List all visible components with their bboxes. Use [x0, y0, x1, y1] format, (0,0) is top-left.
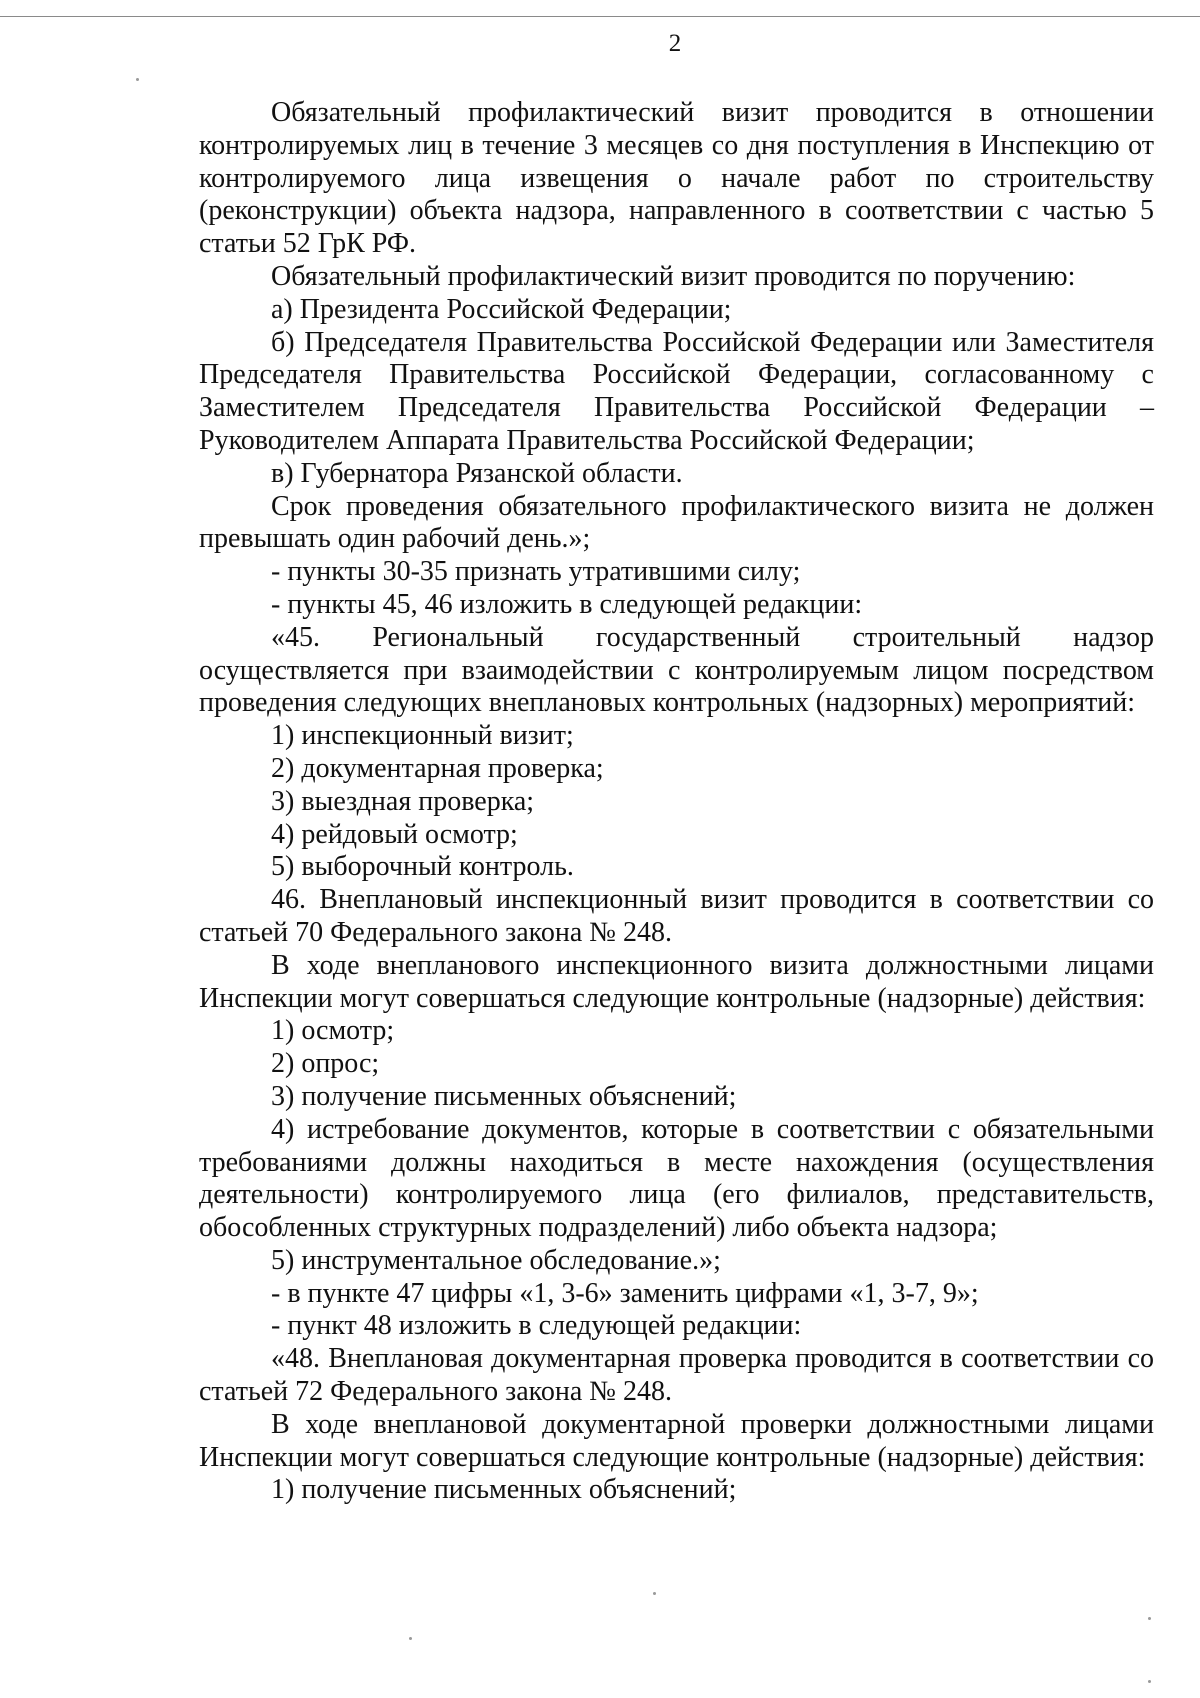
scan-speck: [409, 1637, 412, 1640]
scan-speck: [1148, 1617, 1151, 1620]
amendment-item: - пункт 48 изложить в следующей редакции:: [271, 1310, 802, 1342]
scan-speck: [653, 1592, 656, 1595]
amendment-item: - пункты 45, 46 изложить в следующей редакции:: [271, 588, 863, 620]
paragraph: Срок проведения обязательного профилактического визита не должен превышать один рабочий день.»;: [199, 490, 1154, 555]
list-item: 1) получение письменных объяснений;: [271, 1474, 737, 1506]
list-item: 3) выездная проверка;: [271, 785, 535, 817]
amendment-item: - пункты 30-35 признать утратившими силу;: [271, 556, 801, 588]
list-item: 3) получение письменных объяснений;: [271, 1080, 737, 1112]
list-item: б) Председателя Правительства Российской Федерации или Заместителя Председателя Правительства Российской Федерации, согласованному с Заместителем Председателя Правительства Российской Федерации – Руководителем Аппарата Правительства Российской Федерации;: [199, 326, 1154, 456]
scan-speck: [136, 78, 139, 81]
list-item: а) Президента Российской Федерации;: [271, 293, 732, 325]
paragraph: Обязательный профилактический визит проводится в отношении контролируемых лиц в течение 3 месяцев со дня поступления в Инспекцию от контролируемого лица извещения о начале работ по строительству (реконструкции) объекта надзора, направленного в соответствии с частью 5 статьи 52 ГрК РФ.: [199, 97, 1154, 260]
paragraph: «48. Внеплановая документарная проверка проводится в соответствии со статьей 72 Федерального закона № 248.: [199, 1343, 1154, 1408]
amendment-item: - в пункте 47 цифры «1, 3-6» заменить цифрами «1, 3-7, 9»;: [271, 1277, 979, 1309]
scan-speck: [1148, 1680, 1151, 1683]
list-item: 2) опрос;: [271, 1048, 380, 1080]
list-item: 2) документарная проверка;: [271, 752, 604, 784]
paragraph: В ходе внеплановой документарной проверки должностными лицами Инспекции могут совершаться следующие контрольные (надзорные) действия:: [199, 1408, 1154, 1473]
list-item: 1) осмотр;: [271, 1015, 395, 1047]
list-item: 5) инструментальное обследование.»;: [271, 1244, 721, 1276]
page-number: 2: [668, 30, 682, 57]
paragraph: В ходе внепланового инспекционного визита должностными лицами Инспекции могут совершаться следующие контрольные (надзорные) действия:: [199, 949, 1154, 1014]
list-item: 5) выборочный контроль.: [271, 851, 574, 883]
paragraph: 46. Внеплановый инспекционный визит проводится в соответствии со статьей 70 Федерального закона № 248.: [199, 884, 1154, 948]
scan-top-border: [0, 16, 1200, 17]
list-item: 4) истребование документов, которые в соответствии с обязательными требованиями должны находиться в месте нахождения (осуществления деятельности) контролируемого лица (его филиалов, представительств, обособленных структурных подразделений) либо объекта надзора;: [199, 1113, 1154, 1244]
paragraph: «45. Региональный государственный строительный надзор осуществляется при взаимодействии с контролируемым лицом посредством проведения следующих внеплановых контрольных (надзорных) мероприятий:: [199, 621, 1154, 719]
document-body: [199, 97, 1154, 1507]
paragraph: Обязательный профилактический визит проводится по поручению:: [271, 260, 1076, 292]
list-item: 1) инспекционный визит;: [271, 720, 574, 752]
list-item: 4) рейдовый осмотр;: [271, 818, 518, 850]
list-item: в) Губернатора Рязанской области.: [271, 457, 683, 489]
